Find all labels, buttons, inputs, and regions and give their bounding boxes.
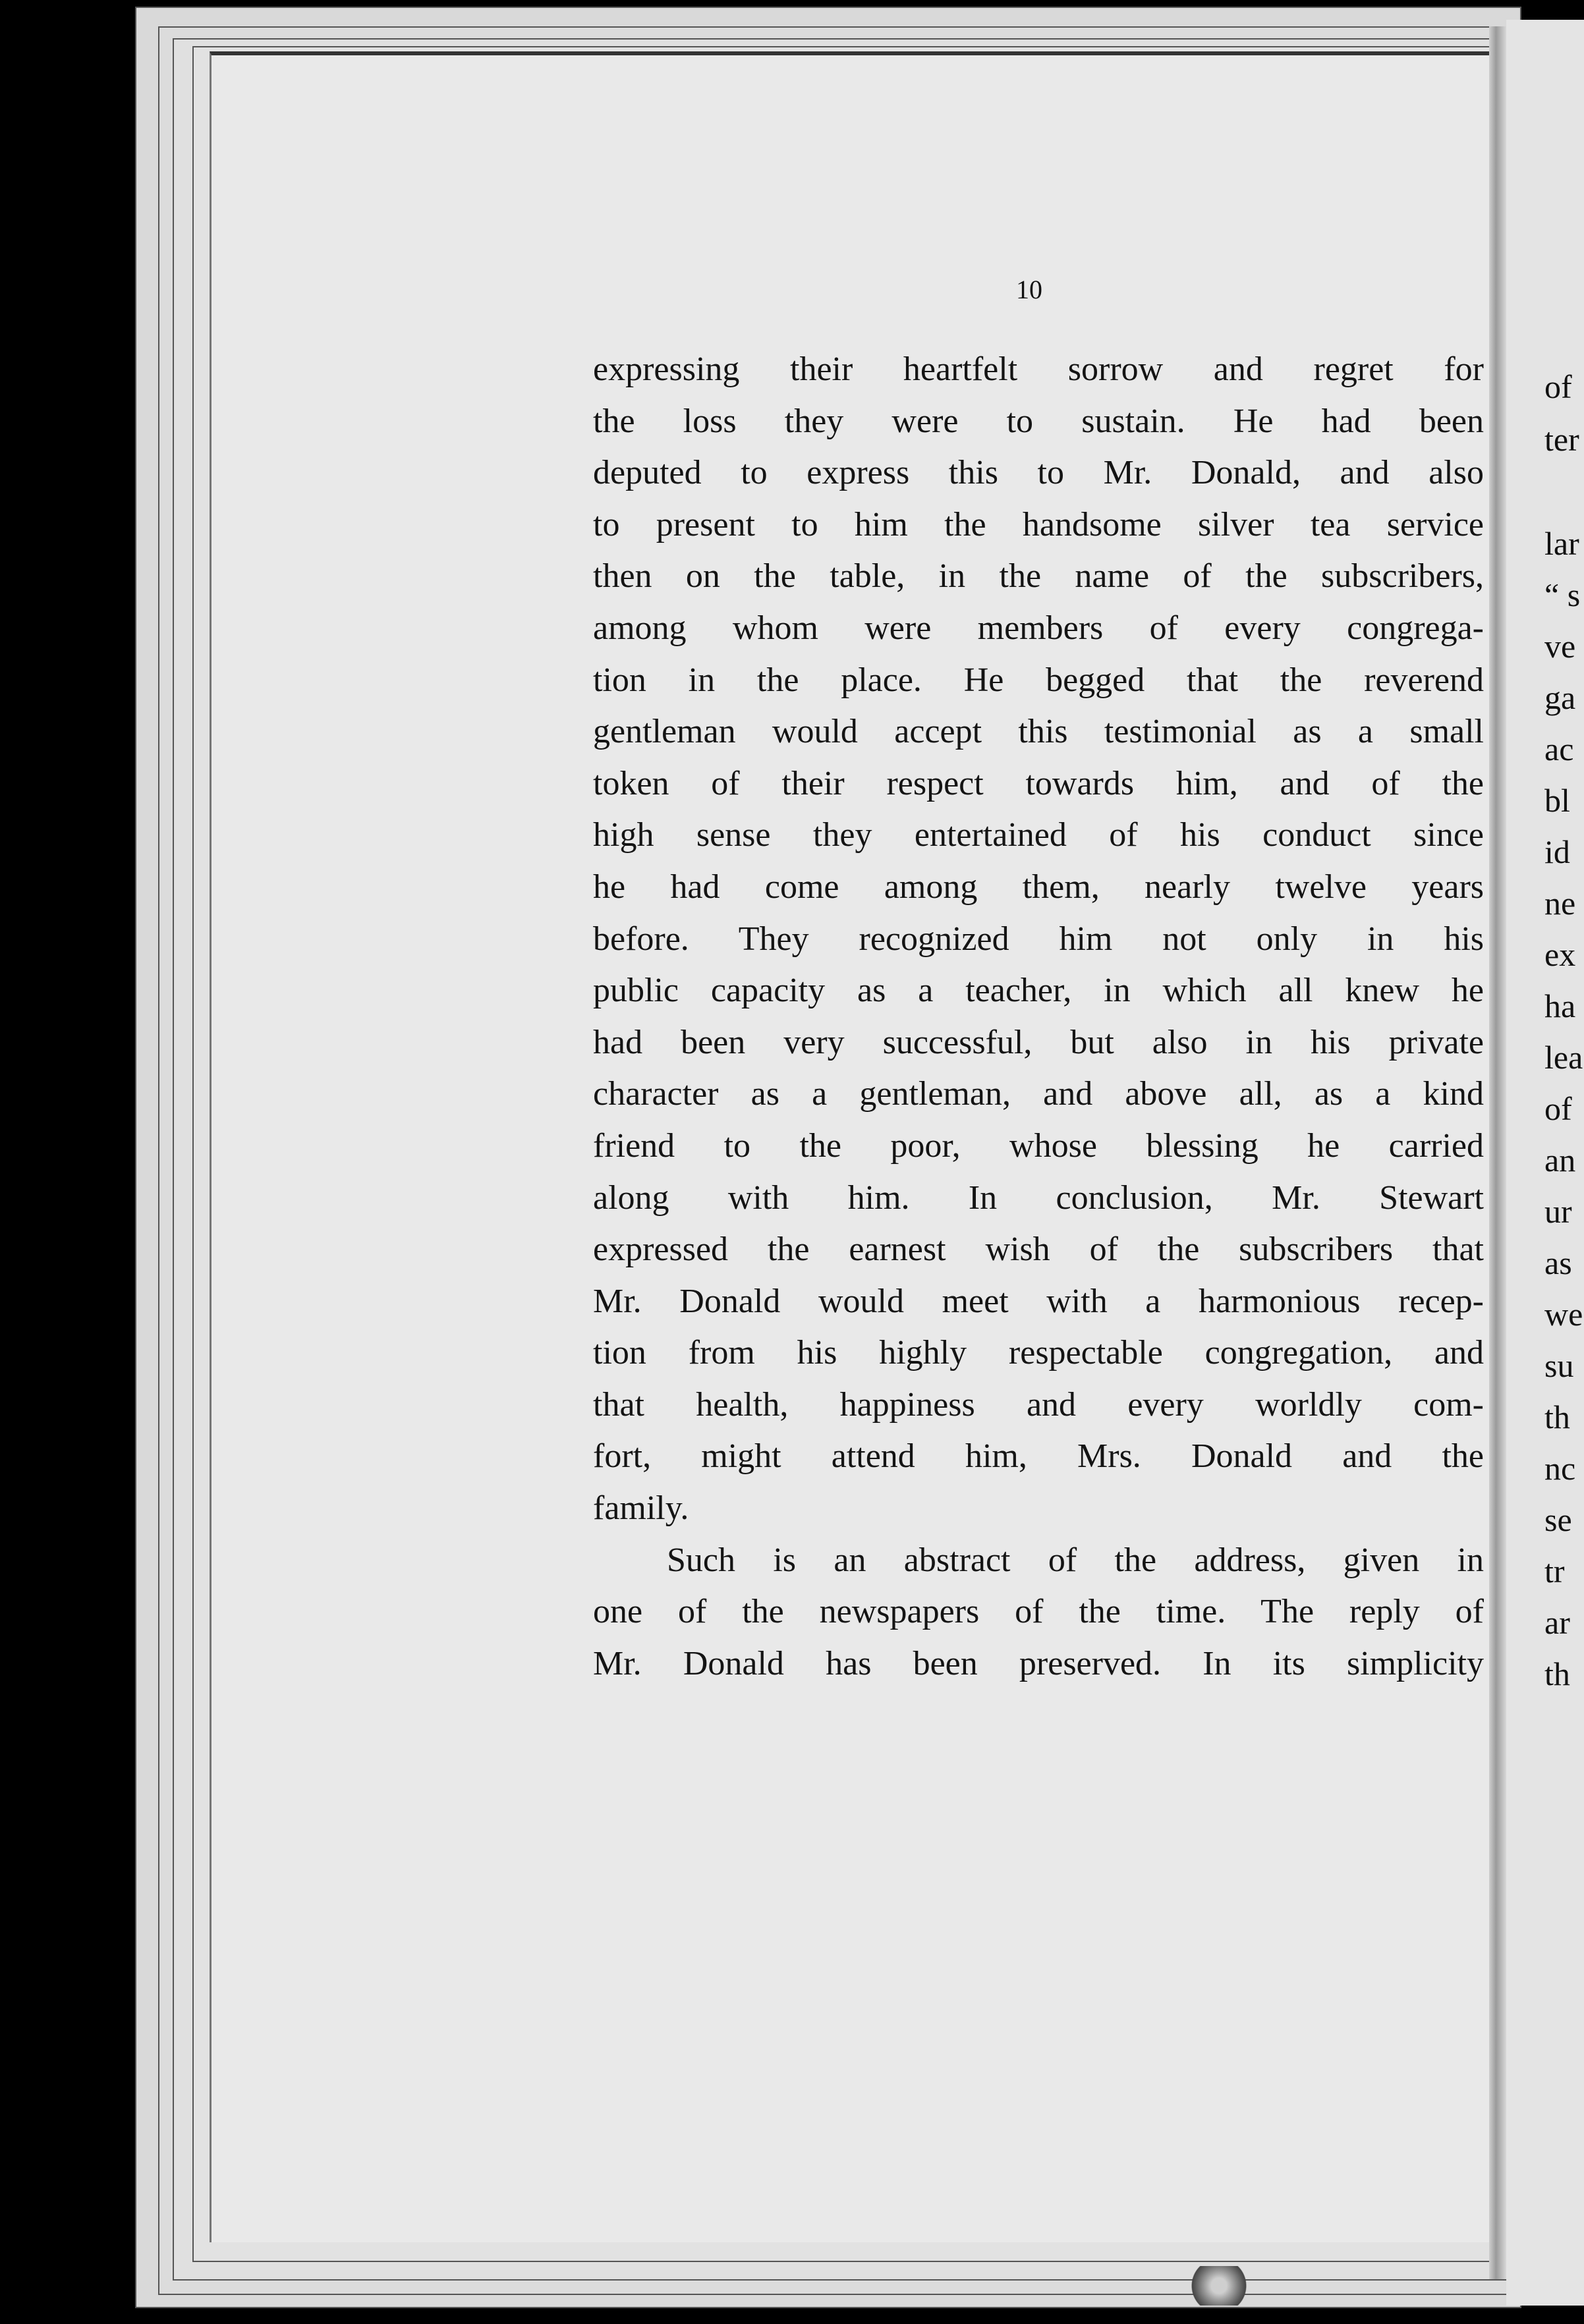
text-line: one of the newspapers of the time. The reply of — [593, 1593, 1484, 1631]
text-line: along with him. In conclusion, Mr. Stewart — [593, 1178, 1484, 1217]
text-line: the loss they were to sustain. He had been — [593, 402, 1484, 440]
text-line: Mr. Donald would meet with a harmonious recep- — [593, 1282, 1484, 1320]
facing-fragment: bl — [1544, 782, 1570, 819]
text-line: family. — [593, 1489, 689, 1528]
text-line: tion from his highly respectable congregation, and — [593, 1334, 1484, 1372]
facing-fragment: as — [1544, 1244, 1572, 1281]
text-line: fort, might attend him, Mrs. Donald and the — [593, 1437, 1484, 1476]
facing-fragment: ha — [1544, 987, 1576, 1024]
binding-smudge — [1186, 2266, 1252, 2306]
text-line: deputed to express this to Mr. Donald, and also — [593, 454, 1484, 492]
facing-fragment: ga — [1544, 679, 1576, 716]
facing-fragment: lea — [1544, 1039, 1583, 1076]
facing-page — [1506, 20, 1584, 2306]
facing-fragment: of — [1544, 1090, 1572, 1127]
book-gutter — [1489, 26, 1506, 2279]
facing-fragment: ve — [1544, 628, 1576, 665]
text-line: expressed the earnest wish of the subscribers that — [593, 1231, 1484, 1269]
facing-fragment: we — [1544, 1296, 1583, 1333]
facing-fragment: id — [1544, 833, 1570, 870]
text-line: expressing their heartfelt sorrow and regret for — [593, 350, 1484, 388]
text-line: high sense they entertained of his conduct since — [593, 816, 1484, 854]
body-text — [593, 344, 1484, 1690]
facing-fragment: th — [1544, 1398, 1570, 1435]
facing-fragment: lar — [1544, 525, 1579, 562]
facing-fragment: nc — [1544, 1450, 1576, 1487]
text-line: gentleman would accept this testimonial as a small — [593, 713, 1484, 751]
text-line: tion in the place. He begged that the reverend — [593, 661, 1484, 699]
text-line: before. They recognized him not only in his — [593, 920, 1484, 958]
facing-fragment: ar — [1544, 1604, 1570, 1641]
text-line: that health, happiness and every worldly com- — [593, 1385, 1484, 1424]
text-line: among whom were members of every congrega- — [593, 609, 1484, 647]
page-number: 10 — [1016, 275, 1042, 304]
text-line: to present to him the handsome silver tea service — [593, 505, 1484, 543]
facing-fragment: se — [1544, 1501, 1572, 1538]
text-line: had been very successful, but also in his private — [593, 1023, 1484, 1061]
facing-fragment: tr — [1544, 1553, 1565, 1590]
facing-fragment: ur — [1544, 1193, 1572, 1230]
facing-fragment: ne — [1544, 885, 1576, 922]
facing-fragment: an — [1544, 1142, 1576, 1178]
facing-fragment: “ s — [1544, 576, 1581, 613]
text-line: friend to the poor, whose blessing he carried — [593, 1126, 1484, 1165]
facing-fragment: ac — [1544, 731, 1574, 767]
text-line: public capacity as a teacher, in which all knew he — [593, 972, 1484, 1010]
text-line: then on the table, in the name of the subscribers, — [593, 557, 1484, 595]
facing-fragment: su — [1544, 1347, 1574, 1384]
facing-fragment: th — [1544, 1655, 1570, 1692]
text-line: Such is an abstract of the address, given in — [667, 1541, 1484, 1579]
text-line: Mr. Donald has been preserved. In its simplicity — [593, 1644, 1484, 1682]
facing-fragment: ex — [1544, 936, 1576, 973]
text-line: character as a gentleman, and above all, as a kind — [593, 1075, 1484, 1113]
text-line: he had come among them, nearly twelve years — [593, 868, 1484, 906]
text-line: token of their respect towards him, and of the — [593, 764, 1484, 802]
facing-fragment: of — [1544, 368, 1572, 405]
facing-fragment: ter — [1544, 421, 1579, 458]
